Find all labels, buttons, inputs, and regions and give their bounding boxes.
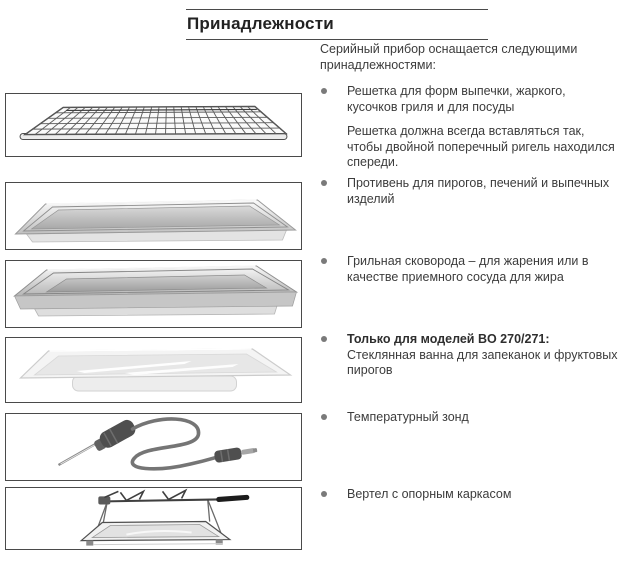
bullet-text-body: Стеклянная ванна для запеканок и фруктовых пирогов <box>347 347 618 377</box>
temperature-probe-image <box>6 414 301 480</box>
figure-box-rotisserie <box>5 487 302 550</box>
note-text: Решетка должна всегда вставляться так, чтобы двойной поперечный ригель находился спереди. <box>347 124 615 169</box>
bullet-text: Грильная сковорода – для жарения или в качестве приемного сосуда для жира <box>347 254 589 284</box>
bullet-dot <box>321 414 327 420</box>
glass-dish-image <box>6 338 301 402</box>
rotisserie-image <box>6 488 301 549</box>
bullet-dot <box>321 88 327 94</box>
page-title: Принадлежности <box>186 9 488 40</box>
bullet-dot <box>321 180 327 186</box>
figure-box-temperature-probe <box>5 413 302 481</box>
bullet-dot <box>321 258 327 264</box>
bullet-text: Вертел с опорным каркасом <box>347 487 512 501</box>
bullet-text: Противень для пирогов, печений и выпечных изделий <box>347 176 610 206</box>
bullet-item-rotisserie <box>320 487 622 503</box>
bullet-item-wire-rack <box>320 84 622 115</box>
bullet-text: Решетка для форм выпечки, жаркого, кусочков гриля и для посуды <box>347 84 566 114</box>
bullet-text <box>347 332 619 379</box>
bullet-item-baking-tray <box>320 176 622 207</box>
bullet-bold-heading: Только для моделей BO 270/271: <box>347 332 550 346</box>
wire-rack-image <box>6 94 301 156</box>
figure-box-baking-tray <box>5 182 302 250</box>
figure-box-wire-rack <box>5 93 302 157</box>
bullet-dot <box>321 491 327 497</box>
figure-box-grill-pan <box>5 260 302 328</box>
bullet-item-temperature-probe <box>320 410 622 426</box>
baking-tray-image <box>6 183 301 249</box>
intro-text: Серийный прибор оснащается следующими принадлежностями: <box>320 42 578 72</box>
grill-pan-image <box>6 261 301 327</box>
figure-box-glass-dish <box>5 337 302 403</box>
bullet-text: Температурный зонд <box>347 410 469 424</box>
bullet-item-grill-pan <box>320 254 622 285</box>
bullet-item-glass-dish <box>320 332 622 379</box>
bullet-dot <box>321 336 327 342</box>
